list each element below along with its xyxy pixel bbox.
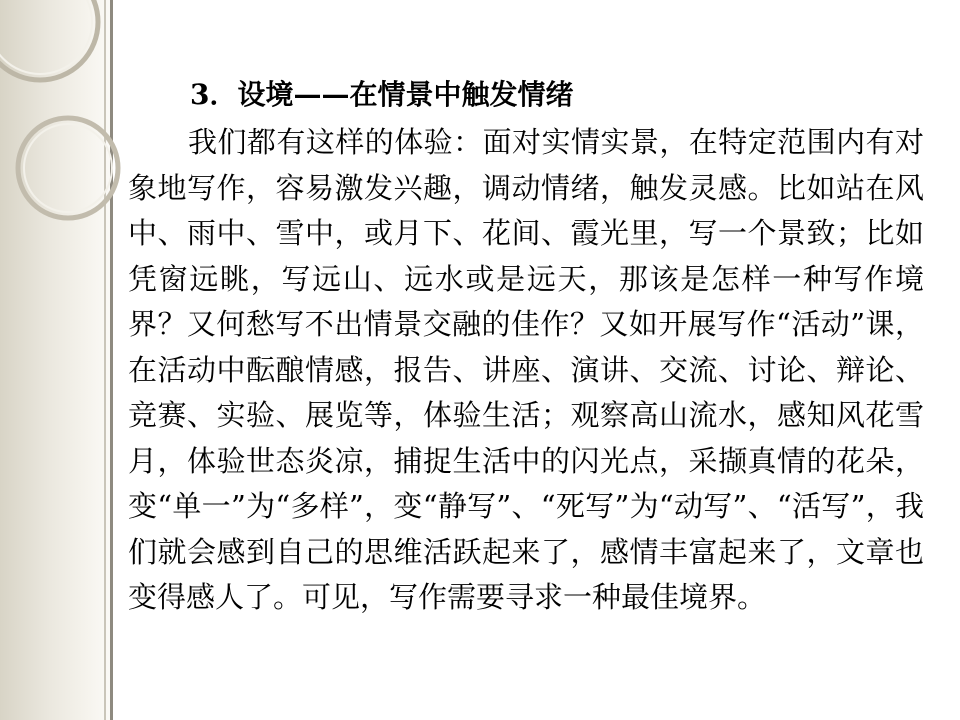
section-heading: 3．设境——在情景中触发情绪 bbox=[190, 78, 574, 111]
slide-content bbox=[128, 74, 928, 621]
body-paragraph: 我们都有这样的体验：面对实情实景，在特定范围内有对象地写作，容易激发兴趣，调动情绪，触发灵感。比如站在风中、雨中、雪中，或月下、花间、霞光里，写一个景致；比如凭窗远眺，写远山、远水或是远天，那该是怎样一种写作境界？又何愁写不出情景交融的佳作？又如开展写作“活动”课，在活动中酝酿情感，报告、讲座、演讲、交流、讨论、辩论、竞赛、实验、展览等，体验生活；观察高山流水，感知风花雪月，体验世态炎凉，捕捉生活中的闪光点，采撷真情的花朵，变“单一”为“多样”，变“静写”、“死写”为“动写”、“活写”，我们就会感到自己的思维活跃起来了，感情丰富起来了，文章也变得感人了。可见，写作需要寻求一种最佳境界。 bbox=[128, 125, 924, 614]
decorative-rings bbox=[0, 0, 130, 260]
decorative-ring-bottom bbox=[18, 118, 118, 218]
decorative-ring-bottom-inner bbox=[24, 124, 112, 212]
